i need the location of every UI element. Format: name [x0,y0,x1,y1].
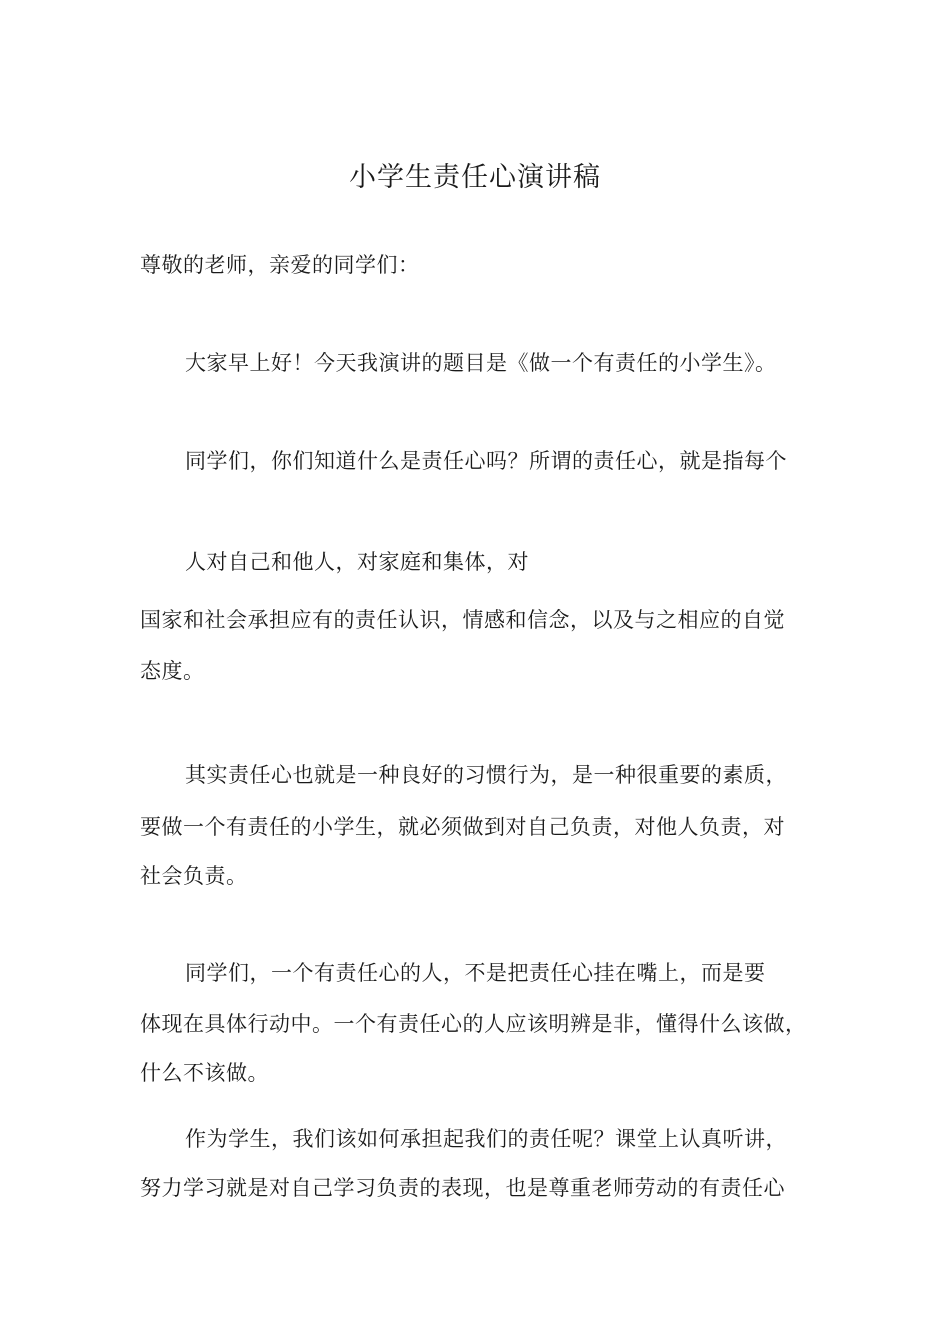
paragraph-line: 要做一个有责任的小学生，就必须做到对自己负责，对他人负责，对 [140,815,785,839]
paragraph-line: 社会负责。 [140,864,248,888]
paragraph-line: 作为学生，我们该如何承担起我们的责任呢？课堂上认真听讲， [185,1127,787,1151]
paragraph-line: 国家和社会承担应有的责任认识，情感和信念，以及与之相应的自觉 [140,608,785,632]
paragraph-line: 同学们，你们知道什么是责任心吗？所谓的责任心，就是指每个 [185,449,787,473]
salutation-line: 尊敬的老师，亲爱的同学们： [140,253,420,277]
paragraph-line: 人对自己和他人，对家庭和集体，对 [185,550,529,574]
page-title: 小学生责任心演讲稿 [349,162,601,193]
paragraph-line: 什么不该做。 [140,1061,269,1085]
paragraph-line: 体现在具体行动中。一个有责任心的人应该明辨是非，懂得什么该做， [140,1012,807,1036]
paragraph-line: 大家早上好！今天我演讲的题目是《做一个有责任的小学生》。 [185,351,777,375]
paragraph-line: 同学们，一个有责任心的人，不是把责任心挂在嘴上，而是要 [185,961,766,985]
paragraph-line: 态度。 [140,659,205,683]
paragraph-line: 努力学习就是对自己学习负责的表现，也是尊重老师劳动的有责任心 [140,1176,785,1200]
paragraph-line: 其实责任心也就是一种良好的习惯行为，是一种很重要的素质， [185,763,787,787]
